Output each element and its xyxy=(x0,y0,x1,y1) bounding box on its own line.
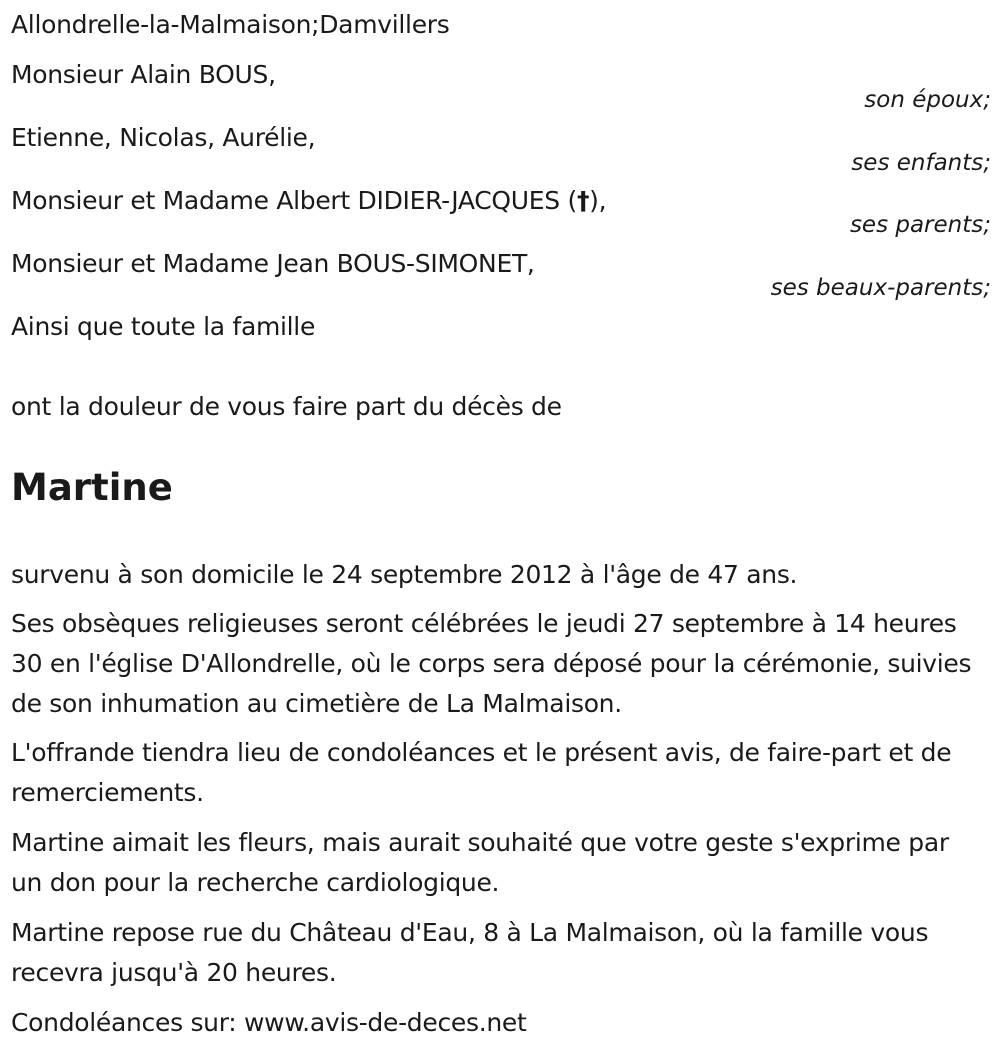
relation-spouse: son époux; xyxy=(864,87,991,113)
relation-children: ses enfants; xyxy=(851,150,991,176)
deceased-name: Martine xyxy=(11,466,173,509)
parents-name-prefix: Monsieur et Madame Albert DIDIER-JACQUES ( xyxy=(11,186,577,215)
family-member-spouse: Monsieur Alain BOUS, xyxy=(11,60,276,89)
paragraph-funeral: Ses obsèques religieuses seront célébrées le jeudi 27 septembre à 14 heures 30 en l'église D'Allondrelle, où le corps sera déposé pour la cérémonie, suivies de son inhumation au cimetière de La Malmaison. xyxy=(11,609,972,718)
relation-parents: ses parents; xyxy=(849,212,991,238)
family-member-parents xyxy=(11,186,606,216)
family-member-in-laws: Monsieur et Madame Jean BOUS-SIMONET, xyxy=(11,249,535,278)
parents-name-suffix: ), xyxy=(589,186,607,215)
closing-family: Ainsi que toute la famille xyxy=(11,312,316,341)
paragraph-flowers: Martine aimait les fleurs, mais aurait souhaité que votre geste s'exprime par un don pour la recherche cardiologique. xyxy=(11,828,949,897)
family-member-children: Etienne, Nicolas, Aurélie, xyxy=(11,123,316,152)
location-header: Allondrelle-la-Malmaison;Damvillers xyxy=(11,10,450,39)
paragraph-offering: L'offrande tiendra lieu de condoléances et le présent avis, de faire-part et de remerciements. xyxy=(11,738,952,807)
announcement: ont la douleur de vous faire part du décès de xyxy=(11,392,562,421)
paragraph-condolences: Condoléances sur: www.avis-de-deces.net xyxy=(11,1008,527,1037)
paragraph-rest-place: Martine repose rue du Château d'Eau, 8 à La Malmaison, où la famille vous recevra jusqu'à 20 heures. xyxy=(11,918,929,987)
cross-icon: † xyxy=(576,186,590,215)
relation-in-laws: ses beaux-parents; xyxy=(770,275,991,301)
paragraph-death-details: survenu à son domicile le 24 septembre 2012 à l'âge de 47 ans. xyxy=(11,560,798,589)
